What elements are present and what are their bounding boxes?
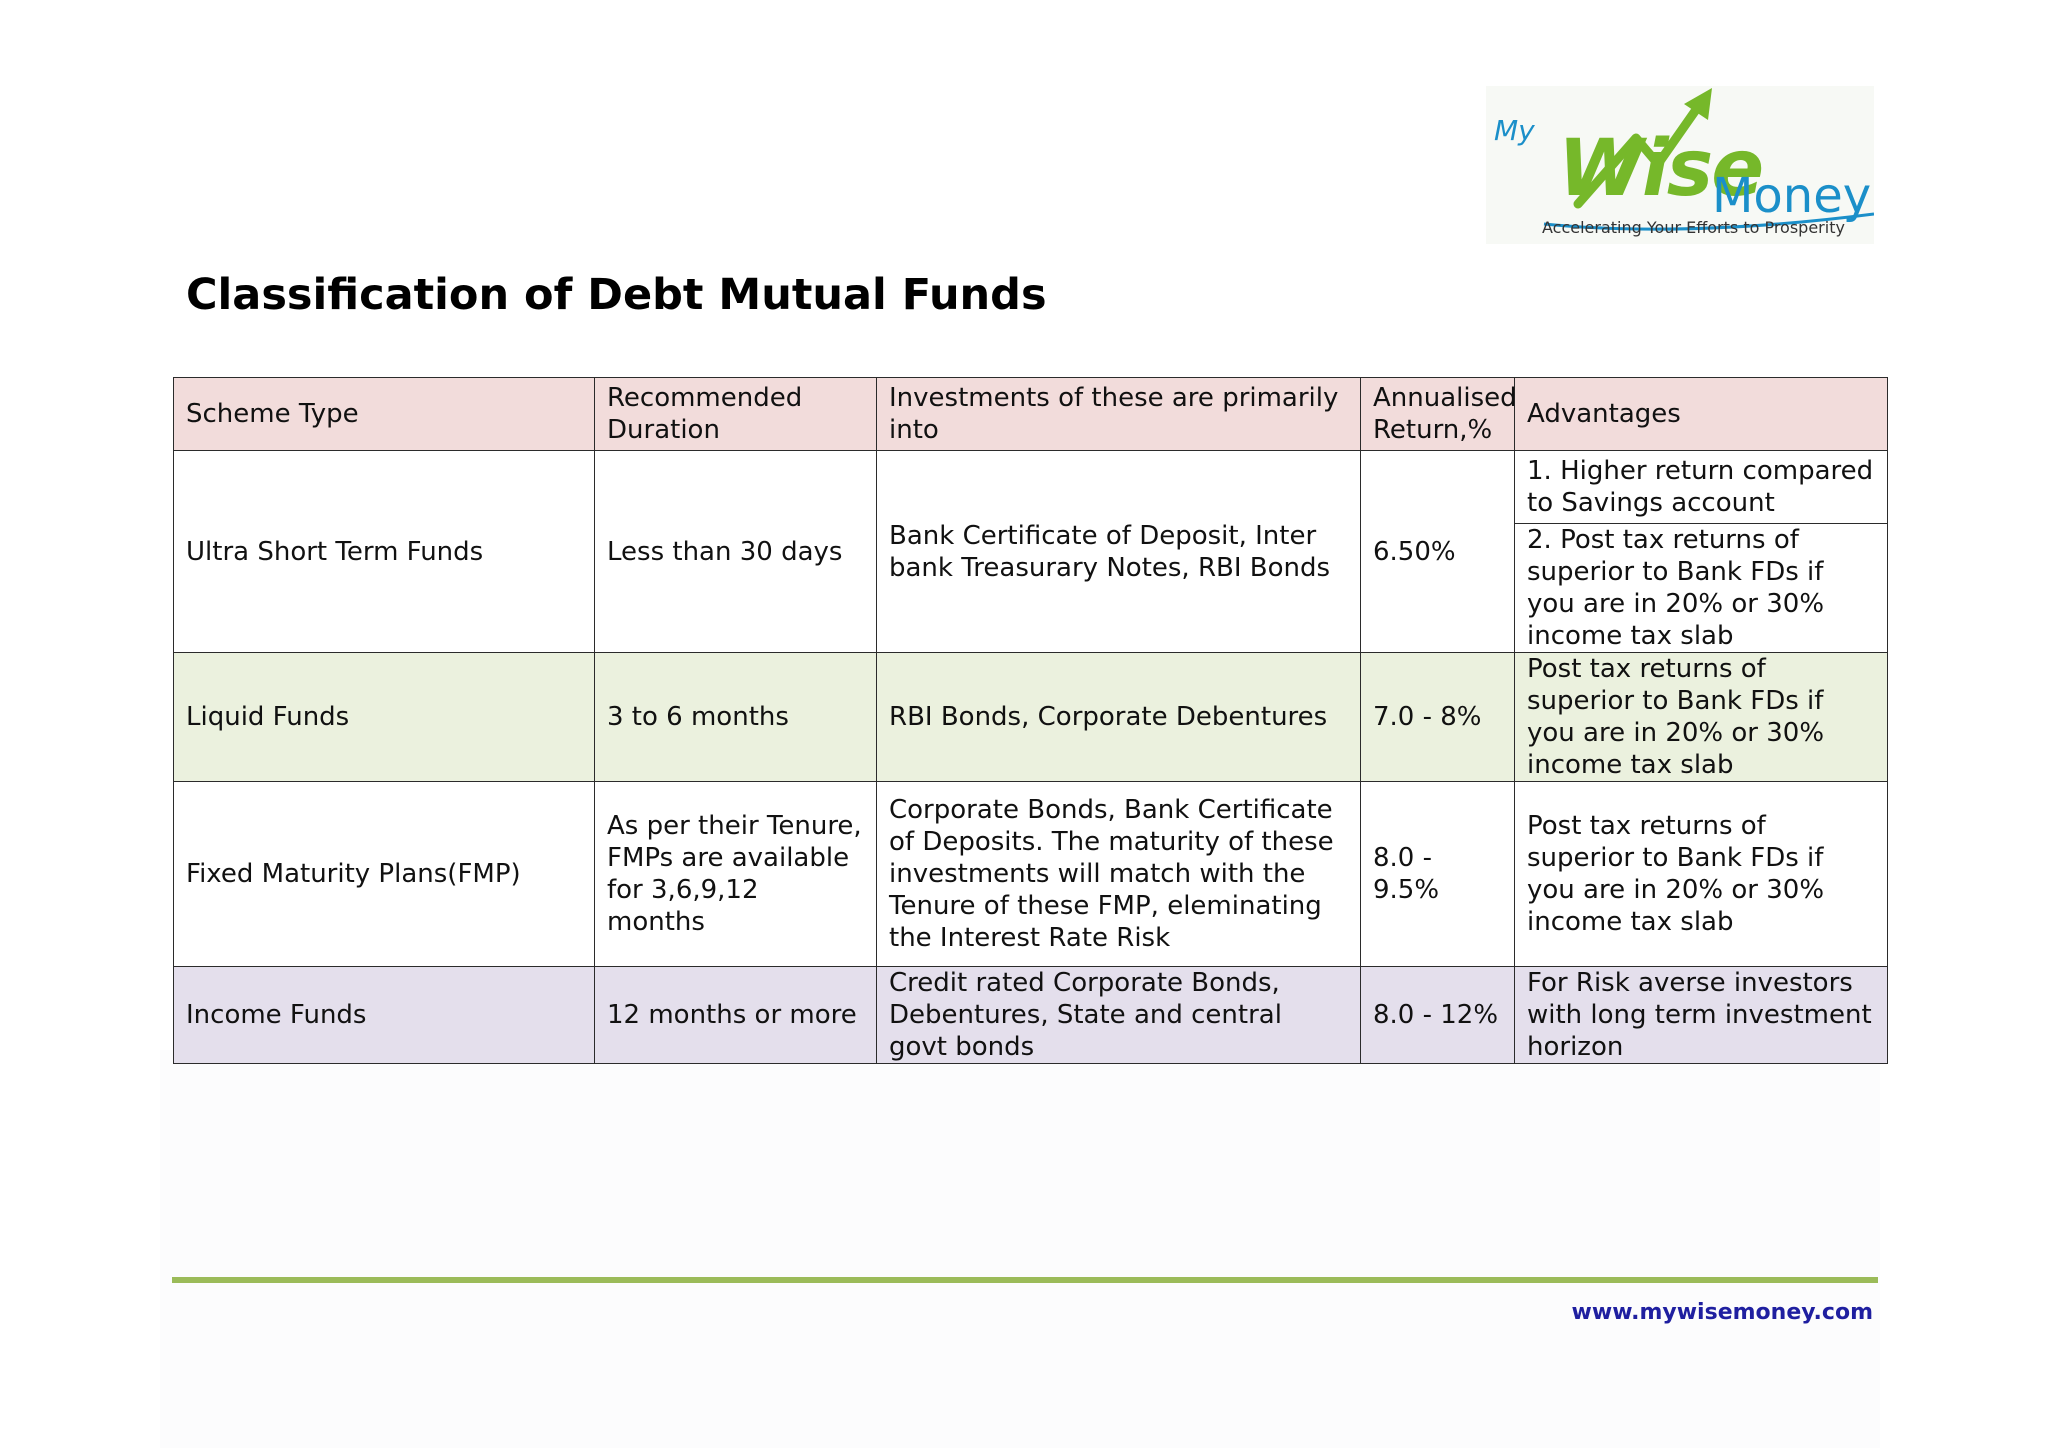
cell-advantages: For Risk averse investors with long term investment horizon	[1515, 967, 1888, 1064]
logo-money-text: Money	[1712, 168, 1872, 224]
table-row-fixed-maturity-plans	[174, 782, 1888, 967]
cell-scheme: Fixed Maturity Plans(FMP)	[174, 782, 595, 967]
logo-tagline: Accelerating Your Efforts to Prosperity	[1542, 218, 1845, 237]
cell-duration: Less than 30 days	[595, 451, 877, 653]
cell-duration: 12 months or more	[595, 967, 877, 1064]
page-background-shade	[160, 1050, 1880, 1448]
cell-return: 8.0 - 12%	[1361, 967, 1515, 1064]
footer-divider	[172, 1277, 1878, 1283]
cell-return: 6.50%	[1361, 451, 1515, 653]
cell-duration: As per their Tenure, FMPs are available for 3,6,9,12 months	[595, 782, 877, 967]
document-title: Classification of Debt Mutual Funds	[186, 270, 1047, 320]
table-row-liquid-funds	[174, 653, 1888, 782]
cell-scheme: Liquid Funds	[174, 653, 595, 782]
cell-scheme: Income Funds	[174, 967, 595, 1064]
cell-duration: 3 to 6 months	[595, 653, 877, 782]
header-advantages: Advantages	[1515, 378, 1888, 451]
logo-my-text: My	[1494, 114, 1535, 147]
debt-funds-table	[173, 377, 1888, 1064]
footer-website-link[interactable]: www.mywisemoney.com	[1571, 1300, 1873, 1325]
table-row-ultra-short-term	[174, 451, 1888, 524]
table-row-income-funds	[174, 967, 1888, 1064]
header-annualised-return: Annualised Return,%	[1361, 378, 1515, 451]
cell-advantages: Post tax returns of superior to Bank FDs if you are in 20% or 30% income tax slab	[1515, 782, 1888, 967]
header-recommended-duration: Recommended Duration	[595, 378, 877, 451]
cell-scheme: Ultra Short Term Funds	[174, 451, 595, 653]
cell-advantage-1: 1. Higher return compared to Savings account	[1515, 451, 1888, 524]
cell-investments: Bank Certificate of Deposit, Inter bank Treasurary Notes, RBI Bonds	[877, 451, 1361, 653]
header-investments: Investments of these are primarily into	[877, 378, 1361, 451]
cell-return: 8.0 - 9.5%	[1361, 782, 1515, 967]
cell-advantages: Post tax returns of superior to Bank FDs if you are in 20% or 30% income tax slab	[1515, 653, 1888, 782]
header-scheme-type: Scheme Type	[174, 378, 595, 451]
table-header-row	[174, 378, 1888, 451]
cell-investments: Credit rated Corporate Bonds, Debentures, State and central govt bonds	[877, 967, 1361, 1064]
logo-wise-text: Wise	[1558, 124, 1763, 214]
cell-advantage-2: 2. Post tax returns of superior to Bank FDs if you are in 20% or 30% income tax slab	[1515, 524, 1888, 653]
cell-investments: RBI Bonds, Corporate Debentures	[877, 653, 1361, 782]
mywisemoney-logo	[1486, 86, 1874, 244]
cell-return: 7.0 - 8%	[1361, 653, 1515, 782]
cell-investments: Corporate Bonds, Bank Certificate of Deposits. The maturity of these investments will match with the Tenure of these FMP, eleminating the Interest Rate Risk	[877, 782, 1361, 967]
